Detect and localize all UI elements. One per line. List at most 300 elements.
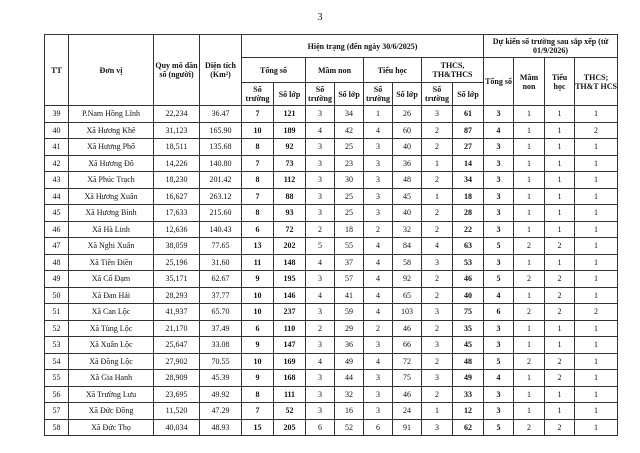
cell-tt: 58 [45, 419, 69, 436]
cell-area: 65.70 [200, 304, 242, 321]
cell-population: 41,937 [154, 304, 200, 321]
cell-preschool-classes: 29 [335, 320, 364, 337]
cell-unit: Xã Hương Bình [69, 205, 154, 222]
cell-planned-secondary: 1 [575, 403, 618, 420]
cell-unit: Xã Phúc Trạch [69, 172, 154, 189]
cell-planned-preschool: 1 [514, 254, 545, 271]
cell-planned-preschool: 1 [514, 320, 545, 337]
cell-total-schools: 9 [242, 271, 274, 288]
cell-planned-preschool: 2 [514, 419, 545, 436]
cell-preschool-schools: 3 [306, 403, 335, 420]
cell-preschool-classes: 23 [335, 155, 364, 172]
cell-secondary-schools: 2 [422, 139, 453, 156]
cell-secondary-classes: 87 [453, 122, 484, 139]
header-tong-so: Tổng số [242, 58, 306, 83]
cell-primary-classes: 75 [393, 370, 422, 387]
cell-population: 22,234 [154, 106, 200, 123]
cell-area: 135.68 [200, 139, 242, 156]
cell-primary-classes: 36 [393, 155, 422, 172]
cell-preschool-schools: 3 [306, 370, 335, 387]
cell-planned-primary: 2 [545, 419, 575, 436]
cell-secondary-schools: 2 [422, 221, 453, 238]
cell-preschool-classes: 25 [335, 205, 364, 222]
cell-tt: 46 [45, 221, 69, 238]
cell-planned-total: 4 [484, 122, 514, 139]
cell-area: 77.65 [200, 238, 242, 255]
cell-preschool-schools: 3 [306, 188, 335, 205]
header-so-truong: Số trường [242, 83, 274, 106]
school-statistics-table [44, 34, 618, 436]
cell-preschool-classes: 57 [335, 271, 364, 288]
cell-unit: Xã Hương Phố [69, 139, 154, 156]
cell-planned-primary: 1 [545, 106, 575, 123]
cell-primary-schools: 3 [364, 370, 393, 387]
cell-planned-preschool: 1 [514, 122, 545, 139]
table-row [45, 271, 618, 288]
cell-total-classes: 237 [274, 304, 306, 321]
header-tt: TT [45, 35, 69, 106]
cell-preschool-classes: 25 [335, 139, 364, 156]
header-dk-thcs: THCS; TH&T HCS [575, 58, 618, 106]
cell-area: 215.60 [200, 205, 242, 222]
cell-secondary-classes: 62 [453, 419, 484, 436]
cell-planned-total: 4 [484, 370, 514, 387]
page-number: 3 [317, 12, 323, 23]
cell-population: 14,226 [154, 155, 200, 172]
header-dien-tich: Diện tích (Km²) [200, 35, 242, 106]
cell-planned-primary: 2 [545, 370, 575, 387]
cell-area: 140.80 [200, 155, 242, 172]
cell-preschool-classes: 42 [335, 122, 364, 139]
cell-population: 25,196 [154, 254, 200, 271]
cell-preschool-schools: 6 [306, 419, 335, 436]
cell-planned-secondary: 1 [575, 205, 618, 222]
cell-planned-primary: 2 [545, 271, 575, 288]
cell-planned-preschool: 1 [514, 287, 545, 304]
cell-area: 37.49 [200, 320, 242, 337]
cell-total-classes: 110 [274, 320, 306, 337]
cell-primary-classes: 103 [393, 304, 422, 321]
cell-total-classes: 146 [274, 287, 306, 304]
table-row [45, 172, 618, 189]
cell-unit: Xã Trường Lưu [69, 386, 154, 403]
cell-preschool-schools: 2 [306, 221, 335, 238]
cell-total-classes: 168 [274, 370, 306, 387]
cell-total-schools: 7 [242, 106, 274, 123]
cell-primary-classes: 48 [393, 172, 422, 189]
cell-unit: Xã Đan Hải [69, 287, 154, 304]
table-body [45, 106, 618, 436]
cell-planned-total: 4 [484, 287, 514, 304]
cell-planned-secondary: 1 [575, 320, 618, 337]
cell-population: 38,059 [154, 238, 200, 255]
cell-population: 23,695 [154, 386, 200, 403]
cell-area: 70.55 [200, 353, 242, 370]
cell-planned-total: 6 [484, 304, 514, 321]
cell-planned-primary: 2 [545, 238, 575, 255]
cell-preschool-schools: 3 [306, 155, 335, 172]
cell-secondary-schools: 2 [422, 122, 453, 139]
table-row [45, 287, 618, 304]
cell-preschool-classes: 55 [335, 238, 364, 255]
cell-total-schools: 8 [242, 172, 274, 189]
table-row [45, 403, 618, 420]
cell-population: 25,647 [154, 337, 200, 354]
cell-total-classes: 73 [274, 155, 306, 172]
cell-planned-total: 3 [484, 386, 514, 403]
cell-tt: 39 [45, 106, 69, 123]
cell-secondary-schools: 2 [422, 353, 453, 370]
cell-tt: 56 [45, 386, 69, 403]
cell-tt: 51 [45, 304, 69, 321]
header-tieu-hoc: Tiểu học [364, 58, 422, 83]
cell-total-schools: 10 [242, 304, 274, 321]
cell-area: 37.77 [200, 287, 242, 304]
cell-total-schools: 9 [242, 337, 274, 354]
cell-tt: 52 [45, 320, 69, 337]
cell-tt: 55 [45, 370, 69, 387]
cell-total-classes: 93 [274, 205, 306, 222]
table-row [45, 304, 618, 321]
cell-planned-secondary: 1 [575, 287, 618, 304]
cell-planned-primary: 1 [545, 172, 575, 189]
table-row [45, 122, 618, 139]
cell-total-classes: 111 [274, 386, 306, 403]
cell-total-classes: 148 [274, 254, 306, 271]
header-so-lop: Số lớp [274, 83, 306, 106]
header-so-lop: Số lớp [393, 83, 422, 106]
cell-secondary-classes: 46 [453, 271, 484, 288]
table-row [45, 320, 618, 337]
cell-secondary-classes: 75 [453, 304, 484, 321]
cell-planned-secondary: 1 [575, 353, 618, 370]
cell-secondary-classes: 40 [453, 287, 484, 304]
cell-secondary-schools: 2 [422, 320, 453, 337]
table-row [45, 238, 618, 255]
cell-planned-primary: 2 [545, 287, 575, 304]
header-dk-mam-non: Mầm non [514, 58, 545, 106]
cell-area: 47.29 [200, 403, 242, 420]
cell-primary-schools: 4 [364, 254, 393, 271]
cell-total-schools: 9 [242, 370, 274, 387]
cell-total-classes: 52 [274, 403, 306, 420]
cell-preschool-classes: 30 [335, 172, 364, 189]
cell-total-classes: 92 [274, 139, 306, 156]
cell-total-schools: 15 [242, 419, 274, 436]
table-row [45, 139, 618, 156]
cell-planned-secondary: 1 [575, 172, 618, 189]
cell-total-schools: 13 [242, 238, 274, 255]
cell-population: 35,171 [154, 271, 200, 288]
cell-primary-classes: 46 [393, 386, 422, 403]
cell-planned-preschool: 1 [514, 188, 545, 205]
cell-primary-classes: 40 [393, 205, 422, 222]
cell-primary-schools: 4 [364, 304, 393, 321]
cell-secondary-schools: 4 [422, 238, 453, 255]
cell-secondary-classes: 12 [453, 403, 484, 420]
cell-planned-secondary: 1 [575, 419, 618, 436]
cell-planned-total: 3 [484, 320, 514, 337]
cell-planned-secondary: 1 [575, 155, 618, 172]
cell-unit: Xã Xuân Lộc [69, 337, 154, 354]
cell-secondary-classes: 53 [453, 254, 484, 271]
cell-primary-schools: 4 [364, 238, 393, 255]
cell-primary-schools: 3 [364, 403, 393, 420]
cell-tt: 44 [45, 188, 69, 205]
cell-primary-classes: 91 [393, 419, 422, 436]
cell-preschool-schools: 3 [306, 205, 335, 222]
cell-primary-schools: 4 [364, 353, 393, 370]
cell-preschool-classes: 18 [335, 221, 364, 238]
cell-area: 263.12 [200, 188, 242, 205]
table-row [45, 155, 618, 172]
cell-tt: 49 [45, 271, 69, 288]
cell-total-schools: 7 [242, 188, 274, 205]
cell-primary-schools: 4 [364, 287, 393, 304]
cell-planned-primary: 2 [545, 353, 575, 370]
cell-preschool-schools: 4 [306, 287, 335, 304]
cell-secondary-schools: 2 [422, 205, 453, 222]
cell-planned-preschool: 1 [514, 221, 545, 238]
cell-population: 27,902 [154, 353, 200, 370]
cell-planned-total: 3 [484, 155, 514, 172]
cell-unit: Xã Đồng Lộc [69, 353, 154, 370]
cell-preschool-schools: 3 [306, 271, 335, 288]
cell-primary-schools: 6 [364, 419, 393, 436]
cell-tt: 45 [45, 205, 69, 222]
cell-secondary-schools: 1 [422, 403, 453, 420]
cell-primary-classes: 45 [393, 188, 422, 205]
cell-planned-total: 3 [484, 337, 514, 354]
cell-area: 140.43 [200, 221, 242, 238]
cell-preschool-schools: 3 [306, 106, 335, 123]
cell-planned-secondary: 1 [575, 139, 618, 156]
header-du-kien: Dự kiến số trường sau sắp xếp (từ 01/9/2026) [484, 35, 618, 58]
cell-planned-secondary: 1 [575, 337, 618, 354]
cell-total-classes: 147 [274, 337, 306, 354]
cell-secondary-classes: 45 [453, 337, 484, 354]
cell-planned-preschool: 1 [514, 337, 545, 354]
cell-primary-schools: 4 [364, 122, 393, 139]
header-so-lop: Số lớp [453, 83, 484, 106]
table-row [45, 370, 618, 387]
cell-total-schools: 11 [242, 254, 274, 271]
cell-planned-primary: 1 [545, 254, 575, 271]
cell-planned-total: 3 [484, 188, 514, 205]
cell-primary-schools: 3 [364, 172, 393, 189]
cell-primary-classes: 40 [393, 139, 422, 156]
cell-primary-classes: 92 [393, 271, 422, 288]
cell-area: 45.39 [200, 370, 242, 387]
cell-population: 18,230 [154, 172, 200, 189]
cell-preschool-classes: 16 [335, 403, 364, 420]
cell-preschool-classes: 52 [335, 419, 364, 436]
table-row [45, 221, 618, 238]
cell-total-classes: 205 [274, 419, 306, 436]
cell-planned-preschool: 1 [514, 205, 545, 222]
cell-primary-schools: 3 [364, 205, 393, 222]
cell-secondary-schools: 2 [422, 172, 453, 189]
cell-preschool-classes: 44 [335, 370, 364, 387]
cell-preschool-classes: 25 [335, 188, 364, 205]
cell-secondary-schools: 3 [422, 304, 453, 321]
cell-planned-primary: 1 [545, 205, 575, 222]
cell-total-schools: 7 [242, 155, 274, 172]
header-mam-non: Mầm non [306, 58, 364, 83]
cell-secondary-classes: 48 [453, 353, 484, 370]
cell-primary-classes: 26 [393, 106, 422, 123]
table-row [45, 337, 618, 354]
cell-secondary-schools: 3 [422, 337, 453, 354]
cell-primary-classes: 65 [393, 287, 422, 304]
cell-population: 28,293 [154, 287, 200, 304]
cell-planned-preschool: 2 [514, 304, 545, 321]
cell-tt: 54 [45, 353, 69, 370]
cell-primary-schools: 3 [364, 155, 393, 172]
cell-area: 165.90 [200, 122, 242, 139]
cell-unit: P.Nam Hồng Lĩnh [69, 106, 154, 123]
cell-primary-classes: 72 [393, 353, 422, 370]
cell-unit: Xã Cổ Đạm [69, 271, 154, 288]
cell-secondary-schools: 3 [422, 254, 453, 271]
cell-population: 18,511 [154, 139, 200, 156]
cell-area: 49.92 [200, 386, 242, 403]
cell-planned-preschool: 1 [514, 139, 545, 156]
cell-planned-total: 3 [484, 403, 514, 420]
cell-primary-classes: 32 [393, 221, 422, 238]
cell-secondary-schools: 1 [422, 188, 453, 205]
header-don-vi: Đơn vị [69, 35, 154, 106]
cell-primary-schools: 2 [364, 320, 393, 337]
cell-primary-schools: 3 [364, 188, 393, 205]
table-row [45, 205, 618, 222]
cell-secondary-classes: 27 [453, 139, 484, 156]
cell-total-classes: 202 [274, 238, 306, 255]
cell-secondary-classes: 61 [453, 106, 484, 123]
cell-secondary-classes: 63 [453, 238, 484, 255]
cell-planned-secondary: 2 [575, 122, 618, 139]
cell-preschool-schools: 2 [306, 320, 335, 337]
cell-area: 31.60 [200, 254, 242, 271]
cell-secondary-schools: 3 [422, 370, 453, 387]
cell-population: 11,520 [154, 403, 200, 420]
cell-planned-total: 5 [484, 353, 514, 370]
table-row [45, 353, 618, 370]
cell-planned-total: 5 [484, 419, 514, 436]
cell-planned-secondary: 1 [575, 271, 618, 288]
cell-planned-preschool: 2 [514, 238, 545, 255]
cell-preschool-schools: 3 [306, 337, 335, 354]
cell-planned-preschool: 1 [514, 370, 545, 387]
cell-planned-primary: 1 [545, 386, 575, 403]
cell-preschool-classes: 32 [335, 386, 364, 403]
cell-planned-secondary: 1 [575, 370, 618, 387]
cell-population: 21,170 [154, 320, 200, 337]
cell-secondary-schools: 3 [422, 419, 453, 436]
cell-secondary-schools: 1 [422, 155, 453, 172]
cell-preschool-schools: 3 [306, 172, 335, 189]
cell-planned-total: 3 [484, 221, 514, 238]
table-row [45, 386, 618, 403]
cell-unit: Xã Tùng Lộc [69, 320, 154, 337]
cell-preschool-schools: 4 [306, 254, 335, 271]
header-so-lop: Số lớp [335, 83, 364, 106]
cell-planned-primary: 1 [545, 188, 575, 205]
cell-area: 62.67 [200, 271, 242, 288]
cell-planned-secondary: 2 [575, 304, 618, 321]
table-row [45, 106, 618, 123]
cell-unit: Xã Hương Khê [69, 122, 154, 139]
cell-planned-preschool: 1 [514, 403, 545, 420]
cell-secondary-schools: 2 [422, 386, 453, 403]
cell-unit: Xã Hương Xuân [69, 188, 154, 205]
cell-planned-preschool: 1 [514, 155, 545, 172]
cell-planned-total: 3 [484, 254, 514, 271]
header-dk-tong-so: Tổng số [484, 58, 514, 106]
cell-planned-total: 5 [484, 238, 514, 255]
cell-planned-preschool: 1 [514, 106, 545, 123]
cell-total-classes: 189 [274, 122, 306, 139]
cell-population: 17,633 [154, 205, 200, 222]
cell-secondary-classes: 34 [453, 172, 484, 189]
cell-total-schools: 6 [242, 221, 274, 238]
cell-total-classes: 72 [274, 221, 306, 238]
cell-primary-schools: 3 [364, 337, 393, 354]
cell-total-schools: 10 [242, 122, 274, 139]
table-row [45, 419, 618, 436]
cell-tt: 42 [45, 155, 69, 172]
cell-preschool-classes: 34 [335, 106, 364, 123]
cell-preschool-schools: 3 [306, 304, 335, 321]
cell-planned-secondary: 1 [575, 254, 618, 271]
cell-tt: 50 [45, 287, 69, 304]
cell-secondary-classes: 18 [453, 188, 484, 205]
cell-area: 36.47 [200, 106, 242, 123]
cell-primary-schools: 4 [364, 271, 393, 288]
cell-preschool-schools: 5 [306, 238, 335, 255]
cell-total-classes: 121 [274, 106, 306, 123]
header-so-truong: Số trường [306, 83, 335, 106]
table-row [45, 254, 618, 271]
cell-primary-classes: 58 [393, 254, 422, 271]
cell-area: 33.08 [200, 337, 242, 354]
header-so-truong: Số trường [422, 83, 453, 106]
cell-primary-classes: 66 [393, 337, 422, 354]
cell-planned-primary: 1 [545, 320, 575, 337]
cell-total-classes: 112 [274, 172, 306, 189]
cell-primary-schools: 3 [364, 139, 393, 156]
cell-tt: 47 [45, 238, 69, 255]
cell-secondary-schools: 2 [422, 287, 453, 304]
cell-planned-primary: 2 [545, 304, 575, 321]
cell-planned-secondary: 1 [575, 221, 618, 238]
cell-primary-schools: 1 [364, 106, 393, 123]
cell-total-schools: 8 [242, 205, 274, 222]
cell-total-schools: 10 [242, 287, 274, 304]
cell-planned-preschool: 1 [514, 386, 545, 403]
cell-tt: 40 [45, 122, 69, 139]
cell-tt: 57 [45, 403, 69, 420]
cell-planned-total: 3 [484, 172, 514, 189]
cell-secondary-classes: 14 [453, 155, 484, 172]
cell-total-schools: 8 [242, 139, 274, 156]
cell-planned-primary: 1 [545, 139, 575, 156]
cell-planned-primary: 1 [545, 221, 575, 238]
cell-preschool-classes: 49 [335, 353, 364, 370]
cell-preschool-classes: 36 [335, 337, 364, 354]
header-hien-trang: Hiện trạng (đến ngày 30/6/2025) [242, 35, 484, 58]
header-so-truong: Số trường [364, 83, 393, 106]
